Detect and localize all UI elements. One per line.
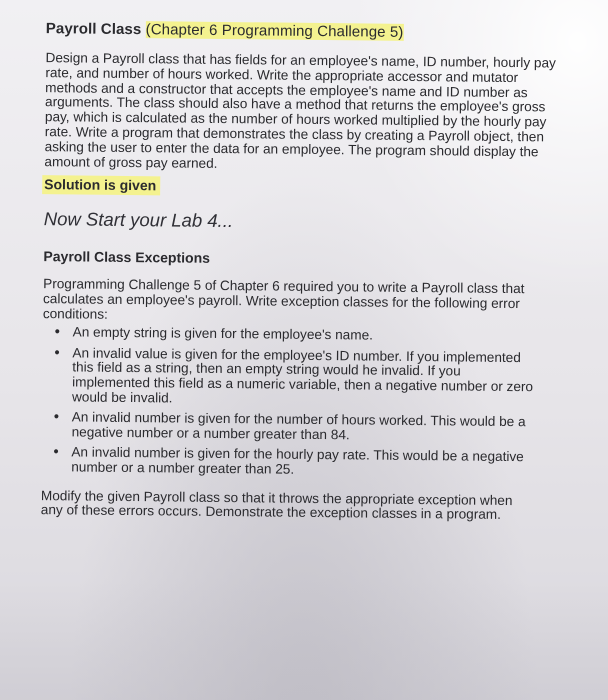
bullet-icon: • (54, 343, 60, 362)
bottom-shadow (0, 580, 608, 700)
list-item (52, 343, 537, 409)
exceptions-intro: Programming Challenge 5 of Chapter 6 required you to write a Payroll class that calculates an employee's payroll. Write exception classes for the following error conditions: (42, 276, 525, 322)
title-subtitle: (Chapter 6 Programming Challenge 5) (145, 21, 404, 41)
list-item-text: An invalid number is given for the hourly pay rate. This would be a negative number or a number greater than 25. (71, 444, 524, 477)
solution-note: Solution is given (42, 175, 160, 195)
title-bold: Payroll Class (45, 20, 142, 39)
section-title: Payroll Class Exceptions (43, 248, 211, 267)
start-lab-heading: Now Start your Lab 4... (43, 208, 234, 232)
list-item-text: An invalid value is given for the employee's ID number. If you implemented this field as a string, then an empty string would he invalid. If you implemented this field as a numeric variable, then a negative number or zero would be invalid. (71, 345, 534, 406)
list-item-text: An invalid number is given for the number of hours worked. This would be a negative number or a number greater than 84. (71, 409, 526, 443)
bullet-icon: • (53, 443, 59, 461)
document-page (29, 14, 582, 523)
closing-instructions: Modify the given Payroll class so that it throws the appropriate exception when any of these errors occurs. Demonstrate the exception classes in a program. (40, 487, 513, 523)
bullet-icon: • (54, 323, 61, 341)
assignment-description: Design a Payroll class that has fields for an employee's name, ID number, hourly pay rate, and number of hours worked. Write the appropriate accessor and mutator methods and a constructor that accepts the employee's name and ID number as arguments. The class should also have a method that returns the employee's gross pay, which is calculated as the number of hours worked multiplied by the hourly pay rate. Write a program that demonstrates the class by creating a Payroll object, then asking the user to enter the data for an employee. The program should display the amount of gross pay earned. (44, 50, 556, 171)
list-item (53, 325, 537, 345)
list-item (52, 410, 536, 444)
list-item-text: An empty string is given for the employee's name. (72, 324, 374, 343)
list-item (51, 443, 535, 480)
error-conditions-list (51, 325, 537, 479)
bullet-icon: • (53, 408, 60, 426)
page-title (46, 20, 582, 43)
